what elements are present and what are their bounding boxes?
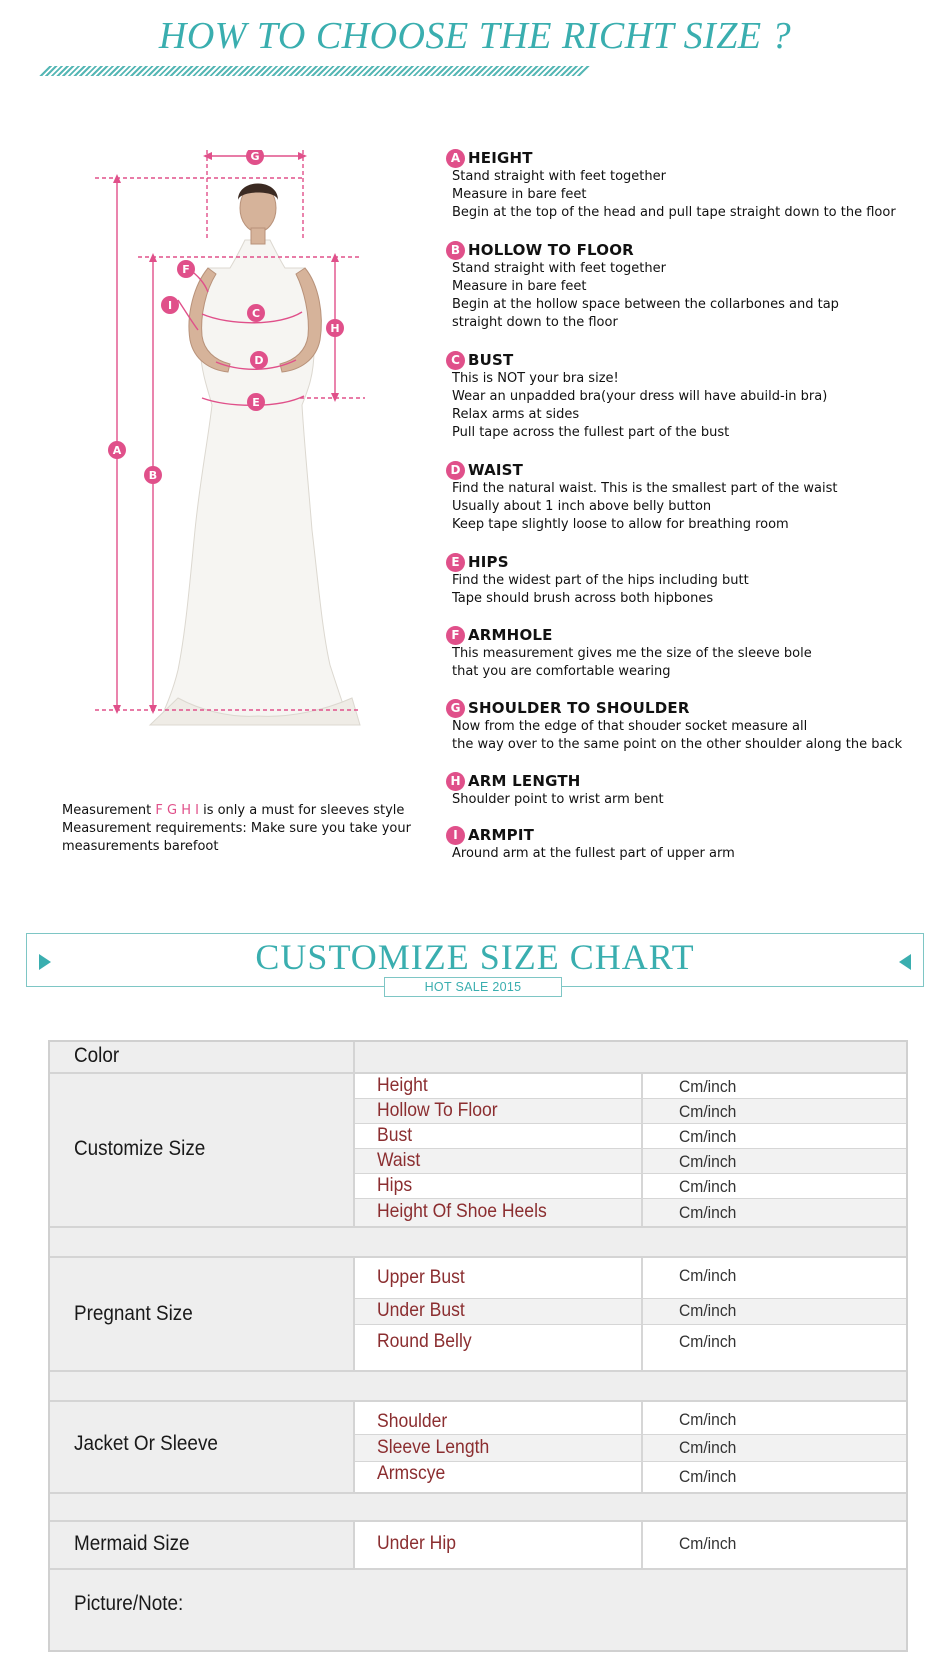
title-underline-stripe [38,66,590,76]
measurement-name: Upper Bust [377,1266,465,1288]
measurement-unit[interactable]: Cm/inch [679,1102,737,1121]
row-divider [50,1492,906,1494]
measurement-unit[interactable]: Cm/inch [679,1332,737,1351]
picture-note-label: Picture/Note: [74,1592,184,1615]
measurement-unit[interactable]: Cm/inch [679,1152,737,1171]
measurement-unit[interactable]: Cm/inch [679,1127,737,1146]
measurement-unit[interactable]: Cm/inch [679,1301,737,1320]
svg-text:E: E [252,396,260,409]
badge-icon: G [446,699,465,718]
table-row [355,1435,906,1462]
page-title: HOW TO CHOOSE THE RICHT SIZE ? [158,15,792,57]
figure-illustration [90,150,420,770]
svg-text:B: B [148,469,158,482]
table-row [355,1325,906,1370]
instruction-line: Stand straight with feet together [452,261,666,276]
instruction-hips [446,552,926,608]
group-label-pregnant: Pregnant Size [74,1302,193,1325]
measurement-unit[interactable]: Cm/inch [679,1177,737,1196]
instruction-hollow-to-floor [446,240,926,332]
row-divider [50,1568,906,1570]
instruction-armhole [446,625,926,681]
instruction-line: Begin at the top of the head and pull tape straight down to the floor [452,205,896,220]
badge-icon: E [446,553,465,572]
color-label: Color [74,1044,120,1067]
group-label-mermaid: Mermaid Size [74,1532,190,1555]
instruction-armpit [446,825,926,863]
instruction-title: ARM LENGTH [468,772,581,790]
svg-text:C: C [251,307,261,320]
column-divider [641,1402,643,1492]
instruction-title: SHOULDER TO SHOULDER [468,699,690,717]
instruction-line: Usually about 1 inch above belly button [452,499,712,514]
marker-c [247,304,265,322]
instruction-line: Wear an unpadded bra(your dress will have abuild-in bra) [452,389,828,404]
figure-note [62,802,422,856]
row-divider [50,1370,906,1372]
svg-text:H: H [330,322,340,335]
table-row [355,1149,906,1174]
note-highlight: F G H I [155,803,199,818]
table-row [355,1462,906,1492]
pregnant-size-rows [355,1258,906,1370]
column-divider [641,1522,643,1568]
instruction-title: HIPS [468,553,509,571]
banner-title: CUSTOMIZE SIZE CHART [255,937,695,977]
row-divider [50,1226,906,1228]
instruction-height [446,148,926,222]
instruction-line: Find the natural waist. This is the smallest part of the waist [452,481,838,496]
measurement-unit[interactable]: Cm/inch [679,1203,737,1222]
table-row [355,1174,906,1199]
measurement-unit[interactable]: Cm/inch [679,1077,737,1096]
instruction-line: Measure in bare feet [452,279,587,294]
measurement-unit[interactable]: Cm/inch [679,1410,737,1429]
marker-i [161,296,179,314]
instruction-waist [446,460,926,534]
measurement-figure [90,150,420,770]
measurement-unit[interactable]: Cm/inch [679,1438,737,1457]
instruction-line: Pull tape across the fullest part of the bust [452,425,730,440]
size-chart-table [48,1040,908,1652]
customize-size-rows [355,1074,906,1226]
instruction-title: ARMPIT [468,826,535,844]
instruction-line: that you are comfortable wearing [452,664,671,679]
instruction-shoulder-to-shoulder [446,698,926,754]
instruction-title: ARMHOLE [468,626,553,644]
measurement-name: Waist [377,1149,421,1171]
instruction-line: Shoulder point to wrist arm bent [452,792,664,807]
table-row [355,1258,906,1299]
instruction-line: This is NOT your bra size! [452,371,619,386]
table-row [355,1124,906,1149]
svg-text:D: D [254,354,264,367]
group-label-jacket: Jacket Or Sleeve [74,1432,218,1455]
badge-icon: A [446,149,465,168]
instruction-line: Now from the edge of that shouder socket measure all [452,719,808,734]
measurement-name: Armscye [377,1462,446,1484]
measurement-name: Height [377,1074,428,1096]
badge-icon: H [446,772,465,791]
measurement-unit[interactable]: Cm/inch [679,1467,737,1486]
jacket-sleeve-rows [355,1402,906,1492]
instruction-line: Around arm at the fullest part of upper arm [452,846,735,861]
banner-subtitle: HOT SALE 2015 [384,977,562,997]
column-divider [641,1074,643,1226]
instruction-line: the way over to the same point on the other shoulder along the back [452,737,903,752]
instruction-line: This measurement gives me the size of the sleeve bole [452,646,812,661]
instruction-title: HEIGHT [468,149,533,167]
instruction-line: Measure in bare feet [452,187,587,202]
instruction-line: straight down to the floor [452,315,618,330]
table-row [355,1074,906,1099]
measurement-name: Hollow To Floor [377,1099,498,1121]
instruction-line: Stand straight with feet together [452,169,666,184]
table-row [355,1522,906,1568]
marker-b [144,466,162,484]
measurement-name: Height Of Shoe Heels [377,1200,547,1222]
instruction-line: Keep tape slightly loose to allow for breathing room [452,517,789,532]
svg-text:I: I [167,299,173,312]
measurement-name: Under Hip [377,1532,457,1554]
note-line-1: Measurement F G H I is only a must for sleeves style [62,803,405,818]
instruction-line: Begin at the hollow space between the collarbones and tap [452,297,839,312]
marker-f [177,260,195,278]
marker-h [326,319,344,337]
table-row [355,1299,906,1325]
instruction-title: WAIST [468,461,524,479]
badge-icon: C [446,351,465,370]
badge-icon: D [446,461,465,480]
marker-g [246,150,264,165]
badge-icon: F [446,626,465,645]
measurement-name: Under Bust [377,1299,465,1321]
measurement-unit[interactable]: Cm/inch [679,1534,737,1553]
measurement-name: Hips [377,1174,413,1196]
table-row [355,1402,906,1435]
badge-icon: B [446,241,465,260]
table-row [355,1099,906,1124]
measurement-name: Sleeve Length [377,1436,490,1458]
instruction-line: Tape should brush across both hipbones [452,591,714,606]
measurement-name: Round Belly [377,1330,472,1352]
marker-d [250,351,268,369]
instruction-arm-length [446,771,926,809]
measurement-name: Bust [377,1124,413,1146]
instruction-title: BUST [468,351,514,369]
column-divider [641,1258,643,1370]
instruction-line: Relax arms at sides [452,407,580,422]
badge-icon: I [446,826,465,845]
measurement-unit[interactable]: Cm/inch [679,1266,737,1285]
group-label-customize: Customize Size [74,1137,206,1160]
column-divider [353,1042,355,1072]
instruction-bust [446,350,926,442]
marker-a [108,441,126,459]
svg-text:A: A [112,444,122,457]
instruction-line: Find the widest part of the hips including butt [452,573,749,588]
table-row [355,1199,906,1226]
measurement-name: Shoulder [377,1410,448,1432]
svg-text:F: F [182,263,190,276]
marker-e [247,393,265,411]
note-line-2: Measurement requirements: Make sure you take your [62,821,411,836]
instruction-title: HOLLOW TO FLOOR [468,241,634,259]
mermaid-size-rows [355,1522,906,1568]
svg-text:G: G [250,150,260,163]
note-line-3: measurements barefoot [62,839,219,854]
